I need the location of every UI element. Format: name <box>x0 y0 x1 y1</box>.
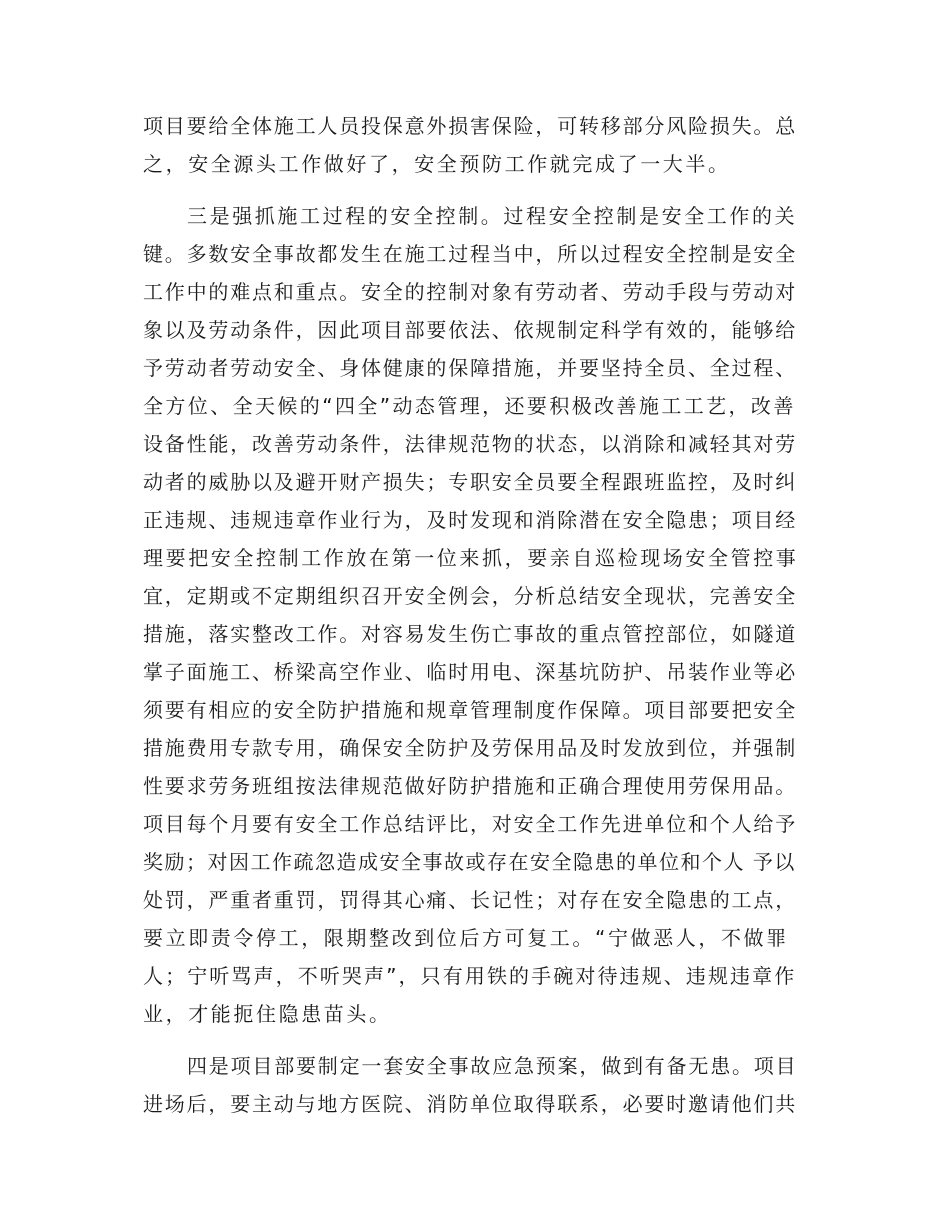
text-line: 进场后，要主动与地方医院、消防单位取得联系，必要时邀请他们共 <box>143 1092 797 1116</box>
text-line: 三是强抓施工过程的安全控制。过程安全控制是安全工作的关 <box>187 204 798 228</box>
text-line: 措施，落实整改工作。对容易发生伤亡事故的重点管控部位，如隧道 <box>143 622 797 646</box>
text-line: 业，才能扼住隐患苗头。 <box>143 1002 392 1026</box>
text-line: 项目要给全体施工人员投保意外损害保险，可转移部分风险损失。总 <box>143 114 797 138</box>
text-line: 象以及劳动条件，因此项目部要依法、依规制定科学有效的，能够给 <box>143 318 797 342</box>
text-line: 奖励；对因工作疏忽造成安全事故或存在安全隐患的单位和个人 予以 <box>143 850 796 874</box>
text-line: 要立即责令停工，限期整改到位后方可复工。“宁做恶人，不做罪 <box>143 926 789 950</box>
text-line: 理要把安全控制工作放在第一位来抓，要亲自巡检现场安全管控事 <box>143 546 799 570</box>
text-line: 项目每个月要有安全工作总结评比，对安全工作先进单位和个人给予 <box>143 812 797 836</box>
text-line: 之，安全源头工作做好了，安全预防工作就完成了一大半。 <box>143 152 731 176</box>
text-line: 处罚，严重者重罚，罚得其心痛、长记性；对存在安全隐患的工点， <box>143 888 797 912</box>
text-line: 全方位、全天候的“四全”动态管理，还要积极改善施工工艺，改善 <box>143 394 796 418</box>
text-line: 人；宁听骂声，不听哭声”，只有用铁的手碗对待违规、违规违章作 <box>143 964 797 988</box>
text-line: 掌子面施工、桥梁高空作业、临时用电、深基坑防护、吊装作业等必 <box>143 660 797 684</box>
text-line: 予劳动者劳动安全、身体健康的保障措施，并要坚持全员、全过程、 <box>143 356 797 380</box>
text-line: 键。多数安全事故都发生在施工过程当中，所以过程安全控制是安全 <box>143 242 797 266</box>
text-line: 性要求劳务班组按法律规范做好防护措施和正确合理使用劳保用品。 <box>143 774 797 798</box>
text-line: 正违规、违规违章作业行为，及时发现和消除潜在安全隐患；项目经 <box>143 508 797 532</box>
text-line: 宜，定期或不定期组织召开安全例会，分析总结安全现状，完善安全 <box>143 584 797 608</box>
text-line: 措施费用专款专用，确保安全防护及劳保用品及时发放到位，并强制 <box>143 736 797 760</box>
text-line: 动者的威胁以及避开财产损失；专职安全员要全程跟班监控，及时纠 <box>143 470 797 494</box>
text-line: 四是项目部要制定一套安全事故应急预案，做到有备无患。项目 <box>187 1054 798 1078</box>
text-line: 须要有相应的安全防护措施和规章管理制度作保障。项目部要把安全 <box>143 698 797 722</box>
text-line: 设备性能，改善劳动条件，法律规范物的状态，以消除和减轻其对劳 <box>143 432 797 456</box>
text-line: 工作中的难点和重点。安全的控制对象有劳动者、劳动手段与劳动对 <box>143 280 797 304</box>
